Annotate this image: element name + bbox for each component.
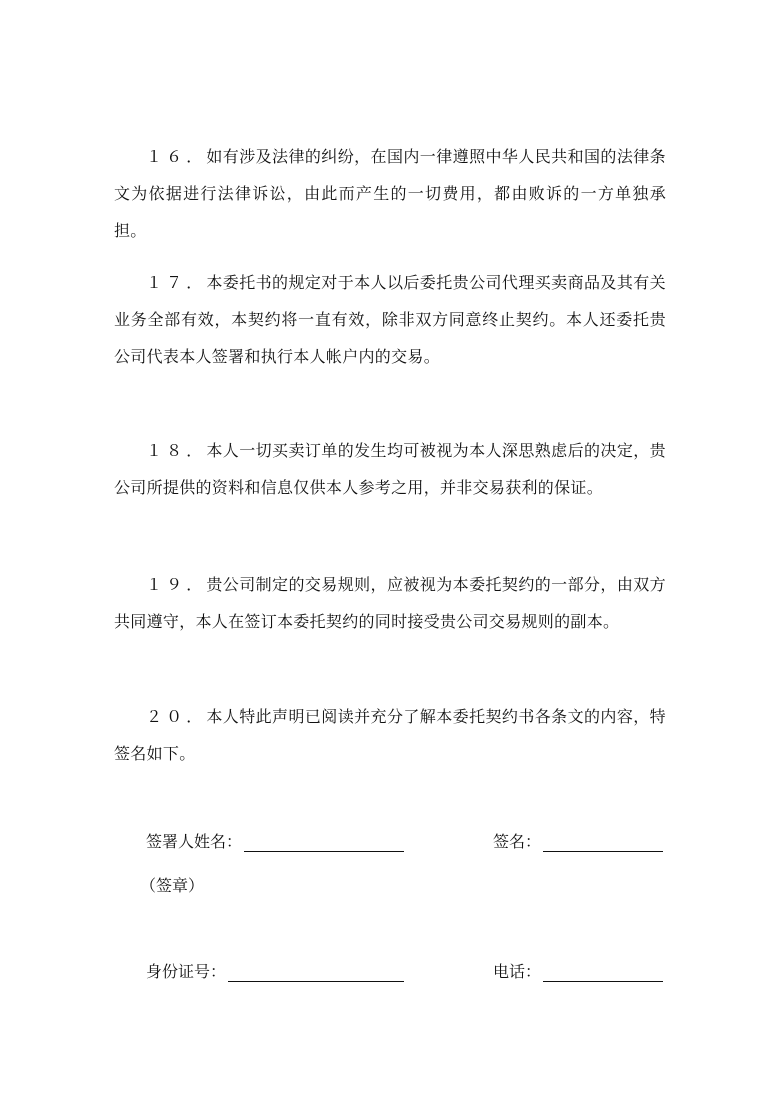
phone-blank[interactable] [543, 963, 663, 982]
id-number-label: 身份证号： [146, 962, 227, 981]
clause-17 [114, 264, 666, 375]
clause-number: １７． [146, 273, 207, 292]
clause-text: 如有涉及法律的纠纷，在国内一律遵照中华人民共和国的法律条文为依据进行法律诉讼，由此而产生的一切费用，都由败诉的一方单独承担。 [114, 147, 666, 240]
signer-name-label: 签署人姓名： [146, 832, 243, 851]
clause-number: １６． [146, 147, 207, 166]
clause-text: 贵公司制定的交易规则，应被视为本委托契约的一部分，由双方共同遵守，本人在签订本委托契约的同时接受贵公司交易规则的副本。 [114, 575, 666, 631]
clause-16 [114, 138, 666, 249]
signer-name-blank[interactable] [244, 833, 404, 852]
signature-label: 签名： [493, 832, 542, 851]
clause-20 [114, 698, 666, 772]
phone-label: 电话： [493, 962, 542, 981]
id-number-field [146, 962, 404, 982]
seal-label: （签章） [140, 876, 205, 895]
clause-text: 本人一切买卖订单的发生均可被视为本人深思熟虑后的决定，贵公司所提供的资料和信息仅供本人参考之用，并非交易获利的保证。 [114, 441, 666, 497]
clause-19 [114, 566, 666, 640]
clause-text: 本人特此声明已阅读并充分了解本委托契约书各条文的内容，特签名如下。 [114, 707, 666, 763]
clause-text: 本委托书的规定对于本人以后委托贵公司代理买卖商品及其有关业务全部有效，本契约将一直有效，除非双方同意终止契约。本人还委托贵公司代表本人签署和执行本人帐户内的交易。 [114, 273, 666, 366]
seal-field [140, 876, 204, 896]
signature-blank[interactable] [543, 833, 663, 852]
phone-field [493, 962, 663, 982]
id-number-blank[interactable] [228, 963, 404, 982]
signature-field [493, 832, 663, 852]
clause-18 [114, 432, 666, 506]
clause-number: １９． [146, 575, 207, 594]
clause-number: １８． [146, 441, 207, 460]
signer-name-field [146, 832, 404, 852]
clause-number: ２０． [146, 707, 207, 726]
